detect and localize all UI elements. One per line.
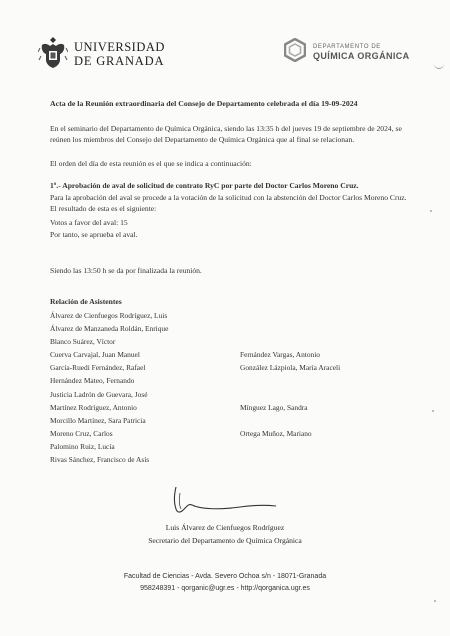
attendee-name: Palomino Ruiz, Lucía	[50, 441, 115, 451]
attendee-name: Álvarez de Cienfuegos Rodríguez, Luis	[50, 311, 168, 320]
university-name-line2: DE GRANADA	[74, 54, 165, 68]
attendee-name: Mínguez Lago, Sandra	[240, 402, 308, 412]
asistentes-heading: Relación de Asistentes	[50, 297, 122, 306]
signatory-role: Secretario del Departamento de Química Orgánica	[148, 536, 302, 545]
attendee-name: Martínez Rodríguez, Antonio	[50, 402, 137, 412]
acta-title: Acta de la Reunión extraordinaria del Consejo de Departamento celebrada el día 19-09-2024	[50, 99, 358, 108]
attendee-name: Cuerva Carvajal, Juan Manuel	[50, 350, 140, 360]
cierre-reunion: Siendo las 13:50 h se da por finalizada la reunión.	[50, 266, 202, 275]
attendee-name: Hernández Mateo, Fernando	[50, 376, 135, 386]
agenda-item-1: 1º.- Aprobación de aval de solicitud de contrato RyC por parte del Doctor Carlos Moreno Cruz.	[50, 181, 359, 190]
scan-artifact	[430, 210, 432, 212]
resultado-votacion: Por tanto, se aprueba el aval.	[50, 230, 138, 239]
attendee-name: Fernández Vargas, Antonio	[240, 350, 320, 360]
department-name-big: QUÍMICA ORGÁNICA	[313, 51, 410, 61]
department-name-small: DEPARTAMENTO DE	[313, 44, 381, 50]
attendee-name: Justicia Ladrón de Guevara, José	[50, 389, 148, 399]
orden-del-dia-intro: El orden del día de esta reunión es el que se indica a continuación:	[50, 159, 252, 168]
scan-artifact	[434, 600, 436, 602]
scan-corner-mark	[434, 62, 444, 69]
attendee-name: Moreno Cruz, Carlos	[50, 428, 113, 438]
attendee-name: González Lázpiola, María Araceli	[240, 363, 341, 373]
footer-contact: 958248391 - qorganic@ugr.es - http://qorganica.ugr.es	[140, 585, 310, 592]
university-seal-icon	[38, 36, 68, 70]
university-name-line1: UNIVERSIDAD	[74, 40, 165, 54]
university-name	[74, 40, 165, 68]
attendee-name: Morcillo Martínez, Sara Patricia	[50, 415, 146, 425]
footer-address: Facultad de Ciencias - Avda. Severo Ochoa s/n - 18071-Granada	[123, 573, 327, 580]
attendee-name: Blanco Suárez, Víctor	[50, 337, 116, 347]
asistentes-column-1	[50, 309, 230, 466]
handwritten-signature-icon	[170, 483, 280, 515]
scan-artifact	[432, 410, 434, 412]
attendee-name: Rivas Sánchez, Francisco de Asís	[50, 455, 150, 465]
attendee-name: Ortega Muñoz, Mariano	[240, 428, 312, 438]
votacion-intro: Para la aprobación del aval se procede a la votación de la solicitud con la abstención del Doctor Carlos Moreno Cruz. El resultado de esta es el siguiente:	[50, 193, 407, 213]
department-hexagon-logo-icon	[284, 38, 306, 62]
votos-a-favor: Votos a favor del aval: 15	[50, 218, 128, 227]
department-name	[313, 43, 410, 61]
acta-intro: En el seminario del Departamento de Química Orgánica, siendo las 13:35 h del jueves 19 de septiembre de 2024, se reúnen los miembros del Consejo del Departamento de Química Orgánica que al final se relacionan.	[50, 124, 402, 144]
signatory-name: Luis Álvarez de Cienfuegos Rodríguez	[165, 523, 285, 532]
attendee-name: García-Ruedi Fernández, Rafael	[50, 363, 146, 373]
attendee-name: Álvarez de Manzaneda Roldán, Enrique	[50, 324, 169, 334]
